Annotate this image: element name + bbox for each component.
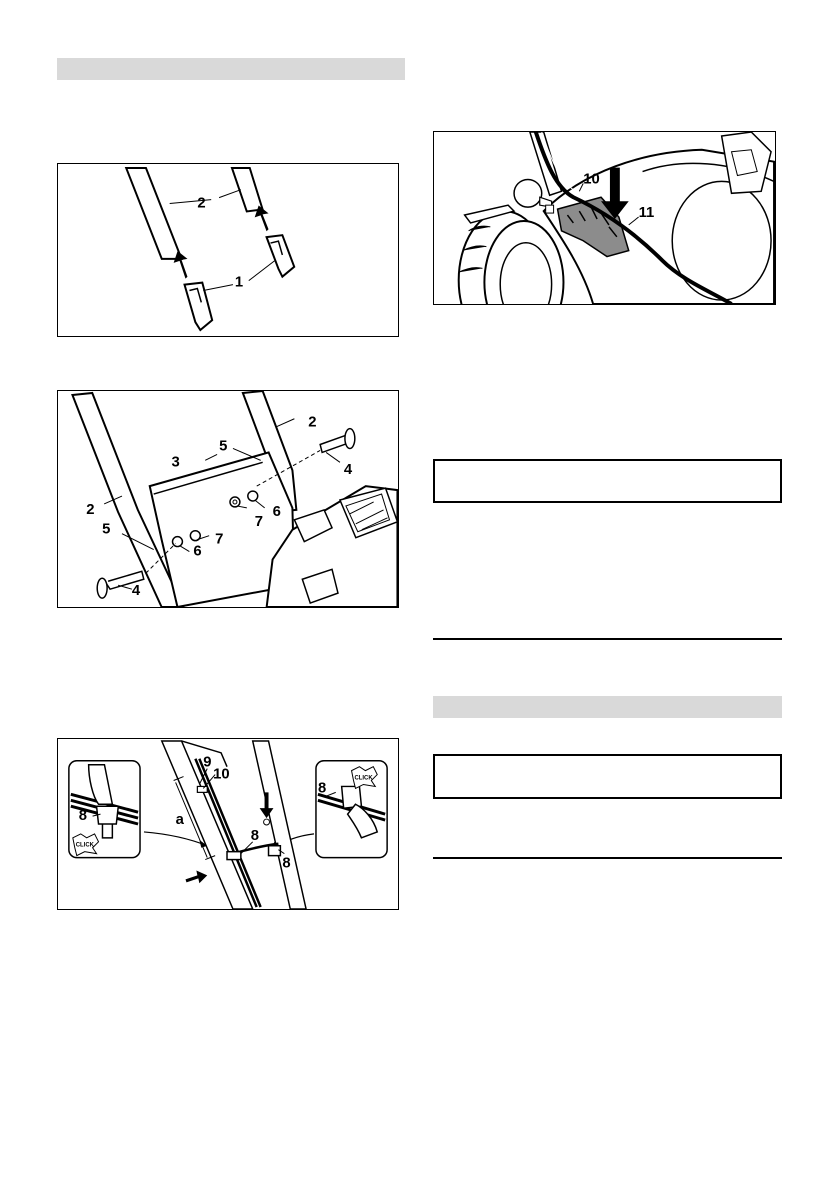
figure-cable-routing: [433, 131, 776, 305]
notice-box-lower: [433, 754, 782, 799]
click-left: CLICK: [75, 842, 94, 849]
callout-2-right: 2: [308, 414, 317, 431]
callout-10: 10: [583, 171, 600, 188]
leader-2-right: [219, 190, 241, 198]
section-header-bar-left: [57, 58, 405, 80]
handlebar-tubes-illustration: [58, 164, 398, 336]
callout-7-upper: 7: [254, 513, 264, 530]
handlebar-mounting-illustration: [58, 391, 398, 607]
cable-clip-bulb: [514, 179, 542, 207]
notice-end-rule-upper: [433, 638, 782, 640]
clip-on-tube-left: [227, 852, 241, 860]
clip-on-tube-right: [269, 846, 281, 856]
callout-8-right: 8: [282, 855, 291, 872]
notice-box-upper: [433, 459, 782, 503]
figure-cable-clips: [57, 738, 399, 910]
callout-2: 2: [197, 195, 206, 212]
leader-1-left: [203, 285, 233, 291]
callout-3: 3: [171, 454, 180, 471]
notice-end-rule-lower: [433, 857, 782, 859]
callout-10: 10: [213, 766, 230, 783]
section-header-bar-right: [433, 696, 782, 718]
leader-1-right: [249, 261, 275, 281]
nut-upper-7: [248, 491, 258, 501]
callout-6-upper: 6: [272, 503, 281, 520]
callout-7-lower: 7: [215, 531, 224, 548]
callout-9: 9: [203, 754, 212, 771]
callout-1: 1: [234, 274, 244, 291]
washer-upper-6: [230, 497, 240, 507]
figure-handlebar-mounting: [57, 390, 399, 608]
clip-right: [342, 786, 362, 808]
dimension-a: a: [175, 812, 184, 828]
handlebar-right-tube: [250, 741, 306, 909]
callout-8-center: 8: [250, 827, 259, 844]
press-arrow-side: [186, 870, 208, 883]
callout-4-right: 4: [343, 462, 353, 479]
right-lower-part: [267, 235, 295, 277]
clip-left: [97, 806, 119, 824]
callout-5-upper: 5: [219, 438, 228, 455]
callout-6-lower: 6: [193, 543, 202, 560]
callout-4-left: 4: [131, 583, 141, 600]
click-right: CLICK: [354, 775, 373, 782]
cable-clips-illustration: [58, 739, 398, 909]
washer-lower-6: [173, 537, 183, 547]
callout-8-inset-right: 8: [317, 780, 327, 797]
right-upper-tube: [232, 168, 263, 211]
figure-handlebar-tubes: [57, 163, 399, 337]
callout-2-left: 2: [86, 501, 95, 518]
callout-8-inset: 8: [78, 808, 88, 825]
left-upper-tube: [126, 168, 181, 259]
callout-5-lower: 5: [102, 521, 111, 538]
cable-routing-illustration: [434, 132, 775, 304]
callout-11: 11: [638, 205, 655, 222]
